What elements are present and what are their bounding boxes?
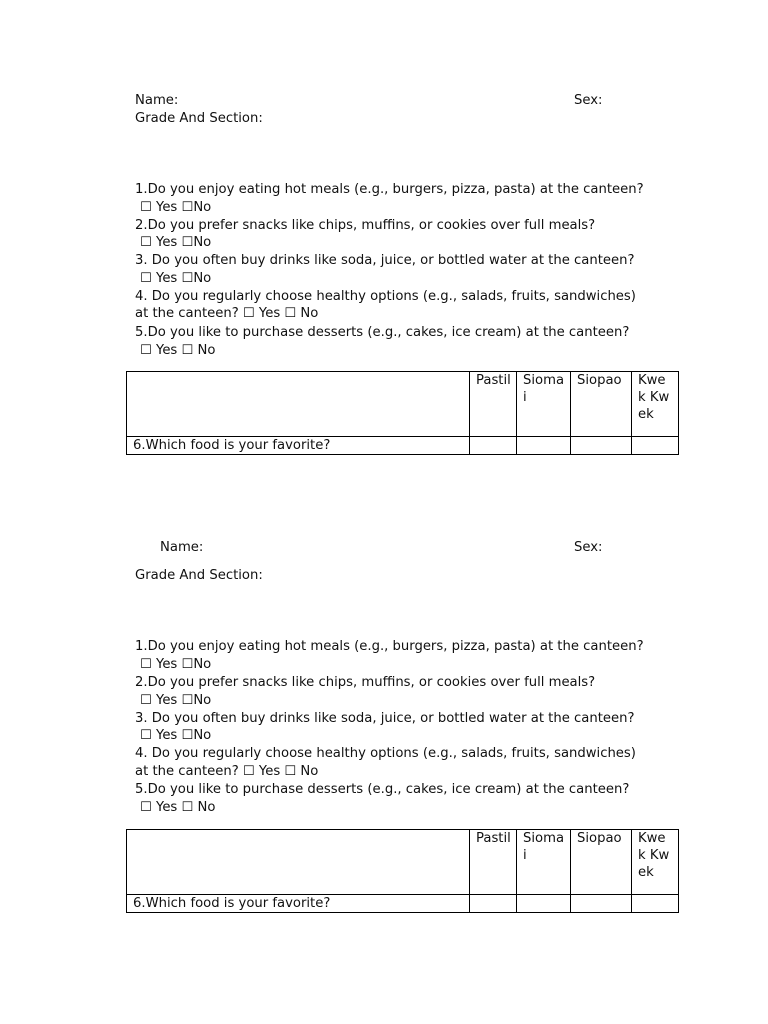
food-option-siomai: Siomai xyxy=(517,372,571,437)
question-5: 5.Do you like to purchase desserts (e.g., cakes, ice cream) at the canteen? xyxy=(135,325,630,340)
food-option-kwek-kwek: Kwek Kwek xyxy=(632,830,679,895)
question-1: 1.Do you enjoy eating hot meals (e.g., burgers, pizza, pasta) at the canteen? xyxy=(135,639,644,654)
question-2-options[interactable]: ☐ Yes ☐No xyxy=(140,693,212,708)
question-2: 2.Do you prefer snacks like chips, muffins, or cookies over full meals? xyxy=(135,675,596,690)
table-header-blank xyxy=(127,372,470,437)
question-3-options[interactable]: ☐ Yes ☐No xyxy=(140,728,212,743)
question-1-options[interactable]: ☐ Yes ☐No xyxy=(140,200,212,215)
food-option-pastil: Pastil xyxy=(470,830,517,895)
question-1-options[interactable]: ☐ Yes ☐No xyxy=(140,657,212,672)
answer-cell-pastil[interactable] xyxy=(470,895,517,913)
food-option-pastil: Pastil xyxy=(470,372,517,437)
question-6: 6.Which food is your favorite? xyxy=(127,437,470,455)
name-label: Name: xyxy=(135,93,179,108)
answer-cell-pastil[interactable] xyxy=(470,437,517,455)
grade-section-label: Grade And Section: xyxy=(135,568,263,583)
sex-label: Sex: xyxy=(574,540,603,555)
table-header-blank xyxy=(127,830,470,895)
answer-cell-siomai[interactable] xyxy=(517,437,571,455)
table-header-row xyxy=(127,830,679,895)
favorite-food-table xyxy=(126,829,679,913)
question-5: 5.Do you like to purchase desserts (e.g., cakes, ice cream) at the canteen? xyxy=(135,782,630,797)
sex-label: Sex: xyxy=(574,93,603,108)
table-row xyxy=(127,895,679,913)
question-5-options[interactable]: ☐ Yes ☐ No xyxy=(140,800,216,815)
answer-cell-kwek-kwek[interactable] xyxy=(632,895,679,913)
name-label: Name: xyxy=(160,540,204,555)
question-2-options[interactable]: ☐ Yes ☐No xyxy=(140,235,212,250)
answer-cell-siopao[interactable] xyxy=(571,437,632,455)
question-4: 4. Do you regularly choose healthy options (e.g., salads, fruits, sandwiches) xyxy=(135,289,636,304)
question-4-options[interactable]: at the canteen? ☐ Yes ☐ No xyxy=(135,306,319,321)
question-3: 3. Do you often buy drinks like soda, juice, or bottled water at the canteen? xyxy=(135,253,635,268)
question-6: 6.Which food is your favorite? xyxy=(127,895,470,913)
question-3: 3. Do you often buy drinks like soda, juice, or bottled water at the canteen? xyxy=(135,711,635,726)
food-option-siopao: Siopao xyxy=(571,830,632,895)
question-4: 4. Do you regularly choose healthy options (e.g., salads, fruits, sandwiches) xyxy=(135,746,636,761)
question-5-options[interactable]: ☐ Yes ☐ No xyxy=(140,343,216,358)
food-option-siopao: Siopao xyxy=(571,372,632,437)
food-option-kwek-kwek: Kwek Kwek xyxy=(632,372,679,437)
food-option-siomai: Siomai xyxy=(517,830,571,895)
table-row xyxy=(127,437,679,455)
answer-cell-kwek-kwek[interactable] xyxy=(632,437,679,455)
question-1: 1.Do you enjoy eating hot meals (e.g., burgers, pizza, pasta) at the canteen? xyxy=(135,182,644,197)
favorite-food-table xyxy=(126,371,679,455)
question-2: 2.Do you prefer snacks like chips, muffins, or cookies over full meals? xyxy=(135,218,596,233)
question-3-options[interactable]: ☐ Yes ☐No xyxy=(140,271,212,286)
table-header-row xyxy=(127,372,679,437)
answer-cell-siopao[interactable] xyxy=(571,895,632,913)
grade-section-label: Grade And Section: xyxy=(135,111,263,126)
question-4-options[interactable]: at the canteen? ☐ Yes ☐ No xyxy=(135,764,319,779)
answer-cell-siomai[interactable] xyxy=(517,895,571,913)
